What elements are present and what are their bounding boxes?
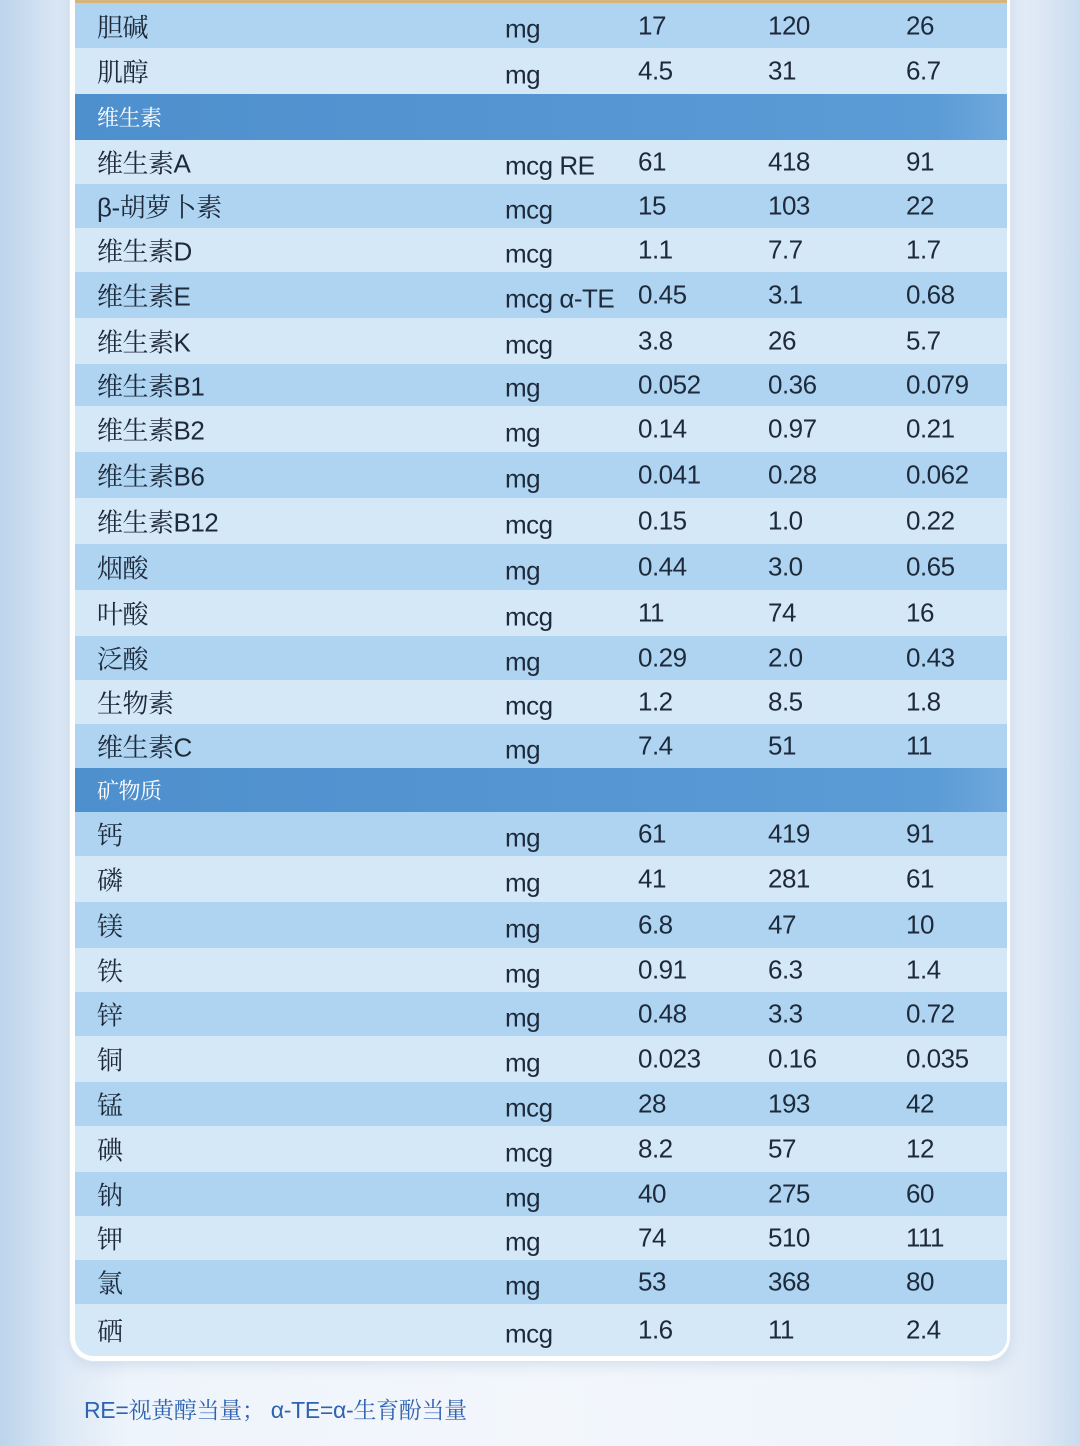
value-cell-3: 0.22: [906, 505, 955, 536]
value-cell-3: 91: [906, 818, 934, 849]
value-cell-3: 1.4: [906, 954, 941, 985]
value-cell-2: 368: [768, 1266, 810, 1297]
unit-cell: mcg: [505, 1318, 553, 1349]
value-cell-1: 53: [638, 1266, 666, 1297]
nutrient-name-cell: 磷: [97, 865, 123, 896]
value-cell-3: 1.8: [906, 686, 941, 717]
value-cell-2: 26: [768, 325, 796, 356]
nutrient-name-cell: 维生素C: [97, 732, 192, 763]
nutrient-name-cell: 维生素B2: [97, 415, 205, 446]
value-cell-1: 40: [638, 1178, 666, 1209]
nutrient-name-cell: 维生素B1: [97, 371, 205, 402]
value-cell-2: 57: [768, 1133, 796, 1164]
value-cell-3: 42: [906, 1088, 934, 1119]
table-row: [75, 1216, 1007, 1260]
value-cell-1: 0.44: [638, 551, 687, 582]
table-row: [75, 272, 1007, 318]
nutrient-name-cell: 锌: [97, 1000, 123, 1031]
value-cell-2: 2.0: [768, 642, 803, 673]
value-cell-2: 510: [768, 1222, 810, 1253]
value-cell-3: 6.7: [906, 55, 941, 86]
unit-cell: mg: [505, 1226, 541, 1257]
nutrient-name-cell: 维生素B12: [97, 507, 219, 538]
value-cell-2: 3.1: [768, 279, 803, 310]
unit-cell: mg: [505, 734, 541, 765]
unit-cell: mg: [505, 1270, 541, 1301]
value-cell-3: 16: [906, 597, 934, 628]
table-row: [75, 1126, 1007, 1172]
table-row: [75, 856, 1007, 902]
nutrient-name-cell: 胆碱: [97, 12, 149, 42]
table-row: [75, 140, 1007, 184]
value-cell-2: 3.0: [768, 551, 803, 582]
value-cell-2: 74: [768, 597, 796, 628]
unit-cell: mg: [505, 1182, 541, 1213]
value-cell-2: 0.16: [768, 1043, 817, 1074]
unit-cell: mg: [505, 1002, 541, 1033]
value-cell-1: 15: [638, 190, 666, 221]
footnote: RE=视黄醇当量； α-TE=α-生育酚当量: [84, 1397, 467, 1423]
value-cell-3: 10: [906, 909, 934, 940]
nutrient-name-cell: 硒: [97, 1316, 123, 1347]
nutrient-name-cell: 生物素: [97, 688, 174, 719]
value-cell-1: 61: [638, 818, 666, 849]
nutrient-name-cell: 镁: [97, 911, 123, 942]
value-cell-1: 61: [638, 146, 666, 177]
unit-cell: mcg RE: [505, 150, 595, 181]
unit-cell: mcg: [505, 509, 553, 540]
value-cell-2: 418: [768, 146, 810, 177]
table-row: [75, 318, 1007, 364]
value-cell-2: 1.0: [768, 505, 803, 536]
value-cell-2: 275: [768, 1178, 810, 1209]
nutrient-name-cell: 钾: [97, 1224, 123, 1255]
value-cell-1: 41: [638, 863, 666, 894]
nutrient-name-cell: 碘: [97, 1135, 123, 1166]
unit-cell: mcg: [505, 1137, 553, 1168]
value-cell-1: 1.2: [638, 686, 673, 717]
table-row: [75, 724, 1007, 768]
value-cell-1: 0.48: [638, 998, 687, 1029]
table-row: [75, 184, 1007, 228]
value-cell-1: 1.1: [638, 234, 673, 265]
unit-cell: mg: [505, 913, 541, 944]
table-row: [75, 812, 1007, 856]
value-cell-1: 0.29: [638, 642, 687, 673]
value-cell-1: 0.15: [638, 505, 687, 536]
value-cell-1: 8.2: [638, 1133, 673, 1164]
nutrient-name-cell: 维生素K: [97, 327, 191, 358]
table-row: [75, 228, 1007, 272]
value-cell-2: 0.36: [768, 369, 817, 400]
unit-cell: mcg: [505, 329, 553, 360]
unit-cell: mg: [505, 867, 541, 898]
unit-cell: mg: [505, 13, 541, 44]
table-row: [75, 48, 1007, 94]
value-cell-1: 0.14: [638, 413, 687, 444]
nutrient-name-cell: 维生素E: [97, 281, 191, 312]
table-row: [75, 406, 1007, 452]
value-cell-1: 0.45: [638, 279, 687, 310]
nutrient-name-cell: 泛酸: [97, 644, 149, 675]
nutrient-name-cell: 维生素D: [97, 236, 192, 267]
nutrient-name-cell: 铁: [97, 956, 123, 987]
section-title: 维生素: [97, 105, 162, 131]
nutrient-name-cell: 氯: [97, 1268, 123, 1299]
value-cell-3: 0.035: [906, 1043, 969, 1074]
value-cell-2: 103: [768, 190, 810, 221]
value-cell-3: 5.7: [906, 325, 941, 356]
value-cell-3: 0.21: [906, 413, 955, 444]
value-cell-3: 0.079: [906, 369, 969, 400]
value-cell-1: 6.8: [638, 909, 673, 940]
value-cell-3: 0.65: [906, 551, 955, 582]
nutrition-table: [75, 0, 1007, 1356]
unit-cell: mg: [505, 822, 541, 853]
value-cell-2: 6.3: [768, 954, 803, 985]
value-cell-1: 74: [638, 1222, 666, 1253]
value-cell-2: 281: [768, 863, 810, 894]
nutrient-name-cell: 维生素A: [97, 148, 191, 179]
section-header-row: [75, 768, 1007, 812]
value-cell-2: 120: [768, 10, 810, 40]
value-cell-2: 51: [768, 730, 796, 761]
nutrient-name-cell: 钠: [97, 1180, 123, 1211]
value-cell-2: 3.3: [768, 998, 803, 1029]
value-cell-3: 11: [906, 730, 932, 761]
table-row: [75, 544, 1007, 590]
value-cell-3: 2.4: [906, 1314, 941, 1345]
table-row: [75, 452, 1007, 498]
unit-cell: mg: [505, 1047, 541, 1078]
nutrient-name-cell: 铜: [97, 1045, 123, 1076]
value-cell-1: 0.041: [638, 459, 701, 490]
unit-cell: mg: [505, 59, 541, 90]
nutrient-name-cell: 钙: [97, 820, 123, 851]
value-cell-1: 3.8: [638, 325, 673, 356]
table-row: [75, 498, 1007, 544]
unit-cell: mcg α-TE: [505, 283, 615, 314]
value-cell-3: 0.72: [906, 998, 955, 1029]
value-cell-1: 0.052: [638, 369, 701, 400]
value-cell-3: 111: [906, 1222, 945, 1253]
table-row: [75, 590, 1007, 636]
table-row: [75, 902, 1007, 948]
value-cell-3: 12: [906, 1133, 934, 1164]
value-cell-2: 193: [768, 1088, 810, 1119]
value-cell-1: 28: [638, 1088, 666, 1119]
value-cell-2: 419: [768, 818, 810, 849]
table-row: [75, 1260, 1007, 1304]
nutrient-name-cell: 维生素B6: [97, 461, 205, 492]
table-row: [75, 636, 1007, 680]
value-cell-1: 4.5: [638, 55, 673, 86]
unit-cell: mcg: [505, 238, 553, 269]
value-cell-1: 0.91: [638, 954, 687, 985]
table-row: [75, 1082, 1007, 1126]
unit-cell: mcg: [505, 690, 553, 721]
table-row: [75, 1036, 1007, 1082]
value-cell-3: 61: [906, 863, 934, 894]
unit-cell: mg: [505, 372, 541, 403]
unit-cell: mcg: [505, 601, 553, 632]
value-cell-1: 11: [638, 597, 664, 628]
unit-cell: mcg: [505, 1092, 553, 1123]
value-cell-1: 0.023: [638, 1043, 701, 1074]
value-cell-2: 31: [768, 55, 796, 86]
value-cell-3: 26: [906, 10, 934, 40]
value-cell-1: 7.4: [638, 730, 673, 761]
section-title: 矿物质: [97, 778, 162, 804]
value-cell-3: 0.062: [906, 459, 969, 490]
table-row: [75, 992, 1007, 1036]
nutrient-name-cell: 锰: [97, 1090, 123, 1121]
value-cell-2: 0.28: [768, 459, 817, 490]
value-cell-3: 80: [906, 1266, 934, 1297]
table-row: [75, 364, 1007, 406]
table-row: [75, 3, 1007, 48]
nutrient-name-cell: 肌醇: [97, 57, 149, 88]
nutrient-name-cell: 叶酸: [97, 599, 149, 630]
section-header-row: [75, 94, 1007, 140]
value-cell-2: 47: [768, 909, 796, 940]
table-row: [75, 948, 1007, 992]
unit-cell: mg: [505, 646, 541, 677]
unit-cell: mg: [505, 555, 541, 586]
value-cell-3: 60: [906, 1178, 934, 1209]
value-cell-2: 8.5: [768, 686, 803, 717]
value-cell-3: 0.68: [906, 279, 955, 310]
nutrient-name-cell: β-胡萝卜素: [97, 192, 222, 223]
nutrient-name-cell: 烟酸: [97, 553, 149, 584]
table-row: [75, 1304, 1007, 1356]
table-row: [75, 680, 1007, 724]
value-cell-1: 1.6: [638, 1314, 673, 1345]
unit-cell: mg: [505, 417, 541, 448]
unit-cell: mg: [505, 463, 541, 494]
unit-cell: mcg: [505, 194, 553, 225]
value-cell-1: 17: [638, 10, 666, 40]
unit-cell: mg: [505, 958, 541, 989]
value-cell-2: 11: [768, 1314, 794, 1345]
value-cell-2: 0.97: [768, 413, 817, 444]
value-cell-3: 1.7: [906, 234, 941, 265]
table-row: [75, 1172, 1007, 1216]
value-cell-3: 0.43: [906, 642, 955, 673]
value-cell-3: 22: [906, 190, 934, 221]
value-cell-2: 7.7: [768, 234, 803, 265]
value-cell-3: 91: [906, 146, 934, 177]
